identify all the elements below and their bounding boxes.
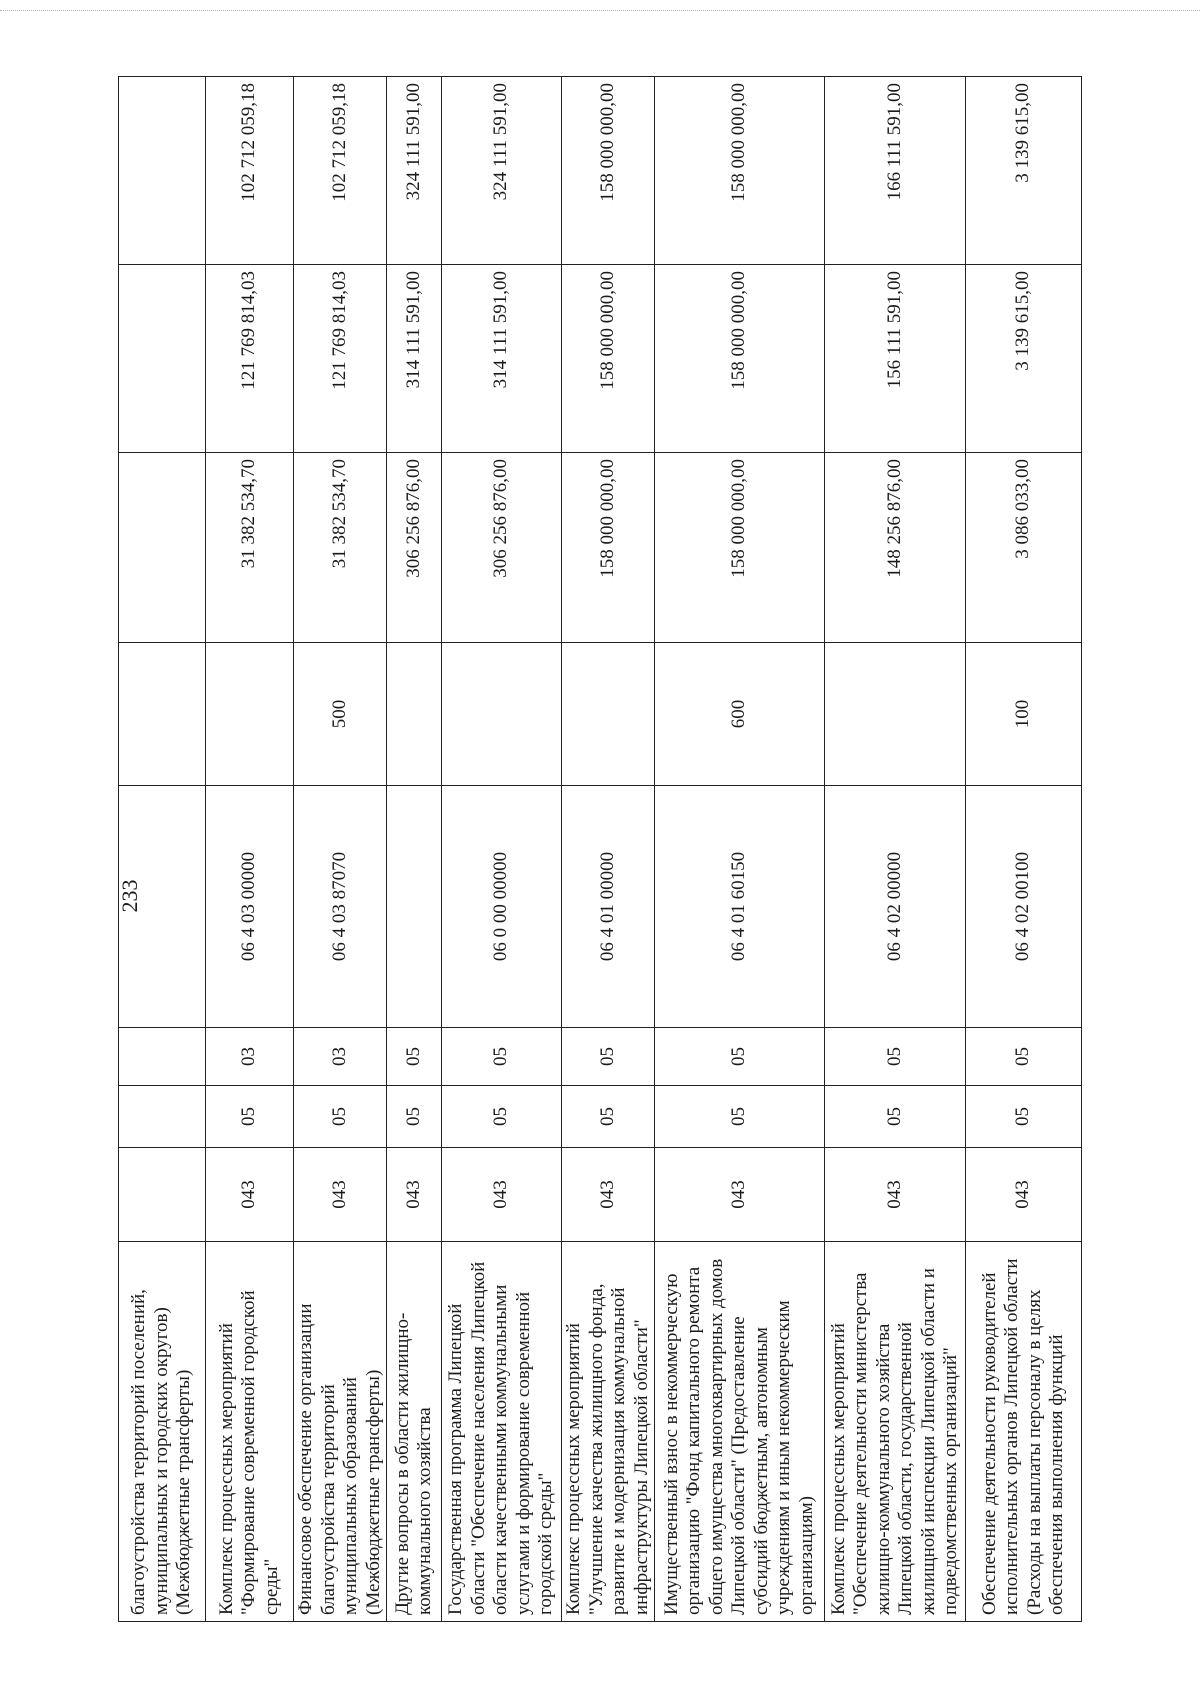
section-code-cell: 05 <box>294 1086 387 1148</box>
subsection-code-cell: 05 <box>825 1028 966 1086</box>
amount-year-1-cell: 158 000 000,00 <box>562 453 655 643</box>
ministry-code-cell <box>119 1148 206 1242</box>
target-article-cell: 06 4 03 00000 <box>206 786 294 1028</box>
amount-year-1-cell <box>119 453 206 643</box>
target-article-cell: 06 4 01 60150 <box>655 786 825 1028</box>
amount-year-3-cell: 102 712 059,18 <box>294 77 387 265</box>
ministry-code-cell: 043 <box>442 1148 562 1242</box>
amount-year-2-cell: 121 769 814,03 <box>294 265 387 453</box>
subsection-code-cell: 03 <box>206 1028 294 1086</box>
table-row <box>562 77 655 1622</box>
amount-year-3-cell: 102 712 059,18 <box>206 77 294 265</box>
page-number: 233 <box>117 879 142 913</box>
expense-type-cell <box>119 643 206 786</box>
row-name-cell: Обеспечение деятельности руководителей исполнительных органов Липецкой области (Расходы на выплаты персоналу в целях обеспечения выполнения функций <box>966 1242 1082 1622</box>
table-row <box>206 77 294 1622</box>
amount-year-3-cell: 158 000 000,00 <box>655 77 825 265</box>
subsection-code-cell: 05 <box>442 1028 562 1086</box>
section-code-cell: 05 <box>655 1086 825 1148</box>
section-code-cell: 05 <box>966 1086 1082 1148</box>
amount-year-2-cell: 314 111 591,00 <box>387 265 442 453</box>
amount-year-2-cell: 3 139 615,00 <box>966 265 1082 453</box>
target-article-cell <box>387 786 442 1028</box>
amount-year-1-cell: 306 256 876,00 <box>387 453 442 643</box>
expense-type-cell: 100 <box>966 643 1082 786</box>
expense-type-cell <box>825 643 966 786</box>
target-article-cell <box>119 786 206 1028</box>
target-article-cell: 06 4 03 87070 <box>294 786 387 1028</box>
section-code-cell: 05 <box>387 1086 442 1148</box>
expense-type-cell: 500 <box>294 643 387 786</box>
expense-type-cell <box>562 643 655 786</box>
table-row <box>294 77 387 1622</box>
section-code-cell: 05 <box>442 1086 562 1148</box>
row-name-cell: Комплекс процессных мероприятий "Формирование современной городской среды" <box>206 1242 294 1622</box>
section-code-cell: 05 <box>825 1086 966 1148</box>
ministry-code-cell: 043 <box>655 1148 825 1242</box>
amount-year-1-cell: 31 382 534,70 <box>294 453 387 643</box>
expense-type-cell <box>206 643 294 786</box>
amount-year-1-cell: 148 256 876,00 <box>825 453 966 643</box>
budget-table <box>118 76 1082 1622</box>
amount-year-2-cell: 121 769 814,03 <box>206 265 294 453</box>
subsection-code-cell: 05 <box>655 1028 825 1086</box>
table-row <box>119 77 206 1622</box>
amount-year-2-cell: 156 111 591,00 <box>825 265 966 453</box>
subsection-code-cell: 03 <box>294 1028 387 1086</box>
row-name-cell: благоустройства территорий поселений, муниципальных и городских округов) (Межбюджетные трансферты) <box>119 1242 206 1622</box>
amount-year-2-cell: 314 111 591,00 <box>442 265 562 453</box>
target-article-cell: 06 4 01 00000 <box>562 786 655 1028</box>
table-row <box>387 77 442 1622</box>
amount-year-3-cell <box>119 77 206 265</box>
budget-table-body <box>119 77 1082 1622</box>
ministry-code-cell: 043 <box>294 1148 387 1242</box>
target-article-cell: 06 4 02 00000 <box>825 786 966 1028</box>
ministry-code-cell: 043 <box>387 1148 442 1242</box>
subsection-code-cell: 05 <box>562 1028 655 1086</box>
section-code-cell <box>119 1086 206 1148</box>
target-article-cell: 06 0 00 00000 <box>442 786 562 1028</box>
table-row <box>655 77 825 1622</box>
amount-year-3-cell: 3 139 615,00 <box>966 77 1082 265</box>
amount-year-1-cell: 158 000 000,00 <box>655 453 825 643</box>
subsection-code-cell: 05 <box>966 1028 1082 1086</box>
top-dotted-rule <box>0 10 1200 11</box>
table-row <box>825 77 966 1622</box>
row-name-cell: Другие вопросы в области жилищно-коммунального хозяйства <box>387 1242 442 1622</box>
amount-year-1-cell: 3 086 033,00 <box>966 453 1082 643</box>
budget-table-rotated <box>118 77 1068 1622</box>
amount-year-3-cell: 324 111 591,00 <box>442 77 562 265</box>
amount-year-1-cell: 31 382 534,70 <box>206 453 294 643</box>
subsection-code-cell: 05 <box>387 1028 442 1086</box>
amount-year-2-cell: 158 000 000,00 <box>562 265 655 453</box>
subsection-code-cell <box>119 1028 206 1086</box>
ministry-code-cell: 043 <box>966 1148 1082 1242</box>
expense-type-cell <box>387 643 442 786</box>
ministry-code-cell: 043 <box>825 1148 966 1242</box>
amount-year-3-cell: 158 000 000,00 <box>562 77 655 265</box>
amount-year-2-cell <box>119 265 206 453</box>
row-name-cell: Имущественный взнос в некоммерческую организацию "Фонд капитального ремонта общего имущества многоквартирных домов Липецкой области" (Предоставление субсидий бюджетным, автономным учреждениям и иным некоммерческим организациям) <box>655 1242 825 1622</box>
expense-type-cell: 600 <box>655 643 825 786</box>
amount-year-3-cell: 166 111 591,00 <box>825 77 966 265</box>
ministry-code-cell: 043 <box>206 1148 294 1242</box>
row-name-cell: Государственная программа Липецкой области "Обеспечение населения Липецкой области качественными коммунальными услугами и формирование современной городской среды" <box>442 1242 562 1622</box>
ministry-code-cell: 043 <box>562 1148 655 1242</box>
amount-year-3-cell: 324 111 591,00 <box>387 77 442 265</box>
row-name-cell: Комплекс процессных мероприятий "Улучшение качества жилищного фонда, развитие и модернизация коммунальной инфраструктуры Липецкой области" <box>562 1242 655 1622</box>
row-name-cell: Комплекс процессных мероприятий "Обеспечение деятельности министерства жилищно-коммунального хозяйства Липецкой области, государственной жилищной инспекции Липецкой области и подведомственных организаций" <box>825 1242 966 1622</box>
row-name-cell: Финансовое обеспечение организации благоустройства территорий муниципальных образований (Межбюджетные трансферты) <box>294 1242 387 1622</box>
target-article-cell: 06 4 02 00100 <box>966 786 1082 1028</box>
table-row <box>442 77 562 1622</box>
expense-type-cell <box>442 643 562 786</box>
section-code-cell: 05 <box>562 1086 655 1148</box>
amount-year-2-cell: 158 000 000,00 <box>655 265 825 453</box>
table-row <box>966 77 1082 1622</box>
amount-year-1-cell: 306 256 876,00 <box>442 453 562 643</box>
section-code-cell: 05 <box>206 1086 294 1148</box>
